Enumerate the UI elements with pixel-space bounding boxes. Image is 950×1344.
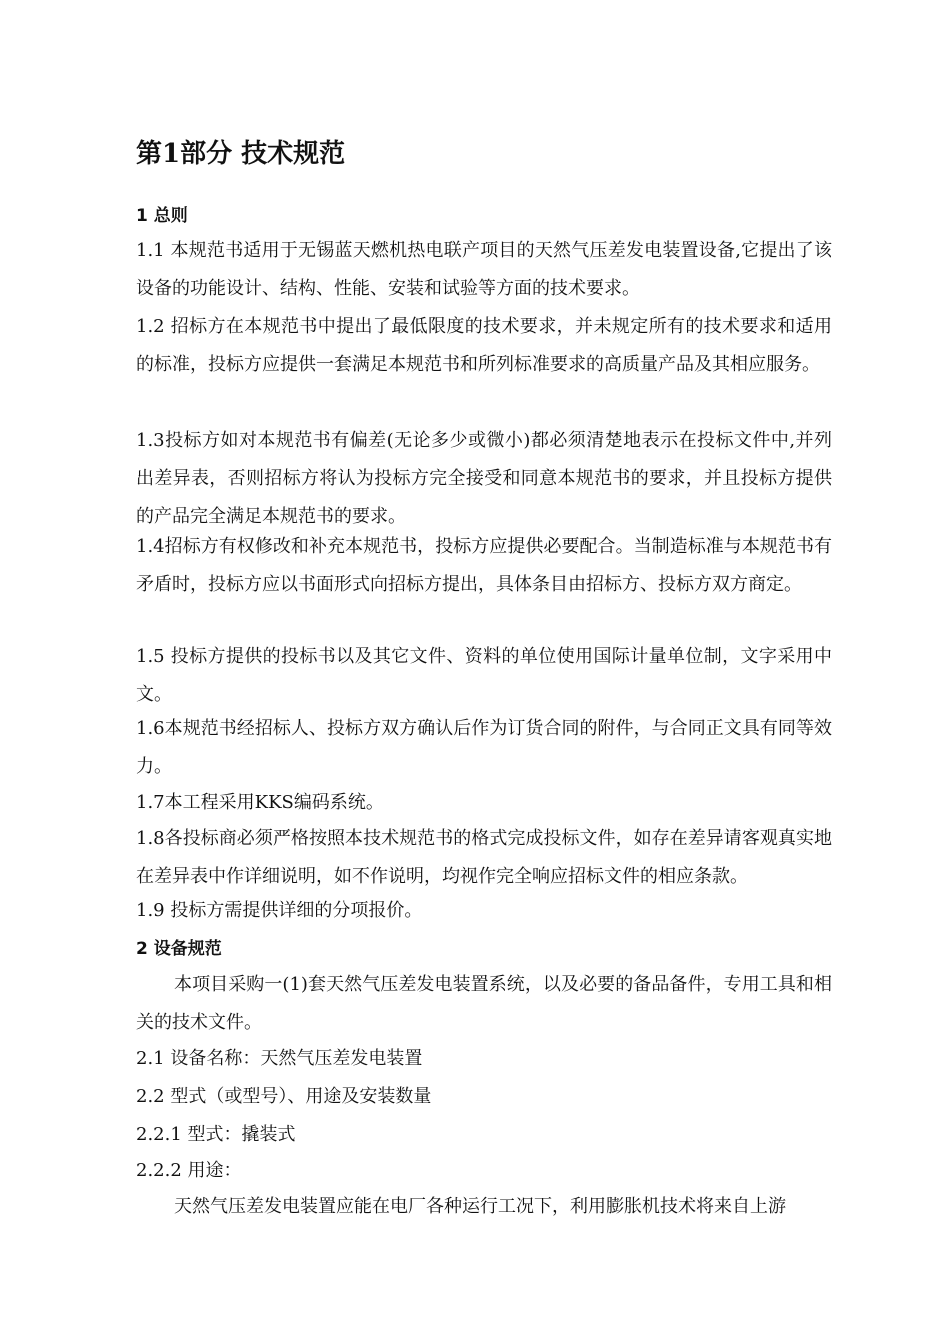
paragraph-1-9: 1.9 投标方需提供详细的分项报价。 [136, 900, 423, 921]
paragraph-equipment-intro: 本项目采购一(1)套天然气压差发电装置系统，以及必要的备品备件，专用工具和相关的技术文件。 [136, 974, 832, 1033]
page-title: 第1部分 技术规范 [136, 139, 346, 169]
paragraph-1-7: 1.7本工程采用KKS编码系统。 [136, 792, 384, 813]
paragraph-2-2-1: 2.2.1 型式：撬装式 [136, 1124, 296, 1145]
section-heading-equipment: 2 设备规范 [136, 939, 222, 959]
paragraph-2-2: 2.2 型式（或型号）、用途及安装数量 [136, 1086, 432, 1107]
paragraph-1-8: 1.8各投标商必须严格按照本技术规范书的格式完成投标文件，如存在差异请客观真实地在差异表中作详细说明，如不作说明，均视作完全响应招标文件的相应条款。 [136, 828, 832, 887]
section-heading-general: 1 总则 [136, 206, 188, 226]
paragraph-1-3: 1.3投标方如对本规范书有偏差(无论多少或微小)都必须清楚地表示在投标文件中,并列出差异表，否则招标方将认为投标方完全接受和同意本规范书的要求，并且投标方提供的产品完全满足本规范书的要求。 [136, 430, 832, 527]
paragraph-2-2-2: 2.2.2 用途： [136, 1160, 242, 1181]
paragraph-2-1: 2.1 设备名称：天然气压差发电装置 [136, 1048, 423, 1069]
paragraph-1-1: 1.1 本规范书适用于无锡蓝天燃机热电联产项目的天然气压差发电装置设备,它提出了该设备的功能设计、结构、性能、安装和试验等方面的技术要求。 [136, 240, 832, 299]
paragraph-1-2: 1.2 招标方在本规范书中提出了最低限度的技术要求，并未规定所有的技术要求和适用的标准，投标方应提供一套满足本规范书和所列标准要求的高质量产品及其相应服务。 [136, 316, 832, 375]
paragraph-1-4: 1.4招标方有权修改和补充本规范书，投标方应提供必要配合。当制造标准与本规范书有矛盾时，投标方应以书面形式向招标方提出，具体条目由招标方、投标方双方商定。 [136, 536, 832, 595]
paragraph-1-6: 1.6本规范书经招标人、投标方双方确认后作为订货合同的附件，与合同正文具有同等效力。 [136, 718, 832, 777]
paragraph-usage: 天然气压差发电装置应能在电厂各种运行工况下，利用膨胀机技术将来自上游 [174, 1196, 786, 1217]
paragraph-1-5: 1.5 投标方提供的投标书以及其它文件、资料的单位使用国际计量单位制，文字采用中文。 [136, 646, 832, 705]
